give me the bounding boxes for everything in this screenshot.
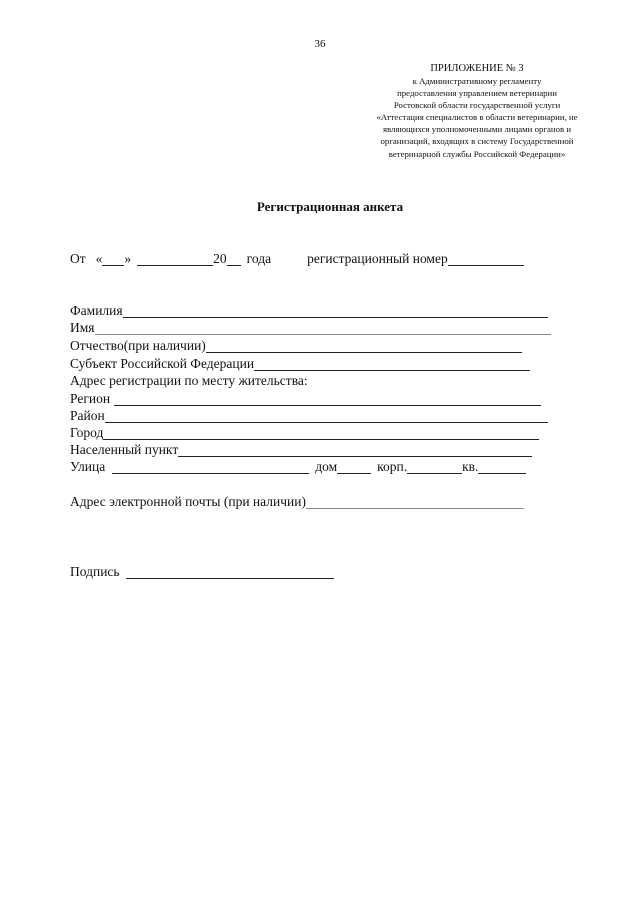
settlement-field[interactable]	[178, 443, 434, 457]
apartment-field[interactable]	[478, 460, 526, 474]
address-header: Адрес регистрации по месту жительства:	[70, 373, 308, 388]
appendix-line: являющихся уполномоченными лицами органов и	[382, 124, 572, 135]
subject-field[interactable]	[254, 357, 530, 371]
form-title: Регистрационная анкета	[256, 199, 404, 214]
name-label: Имя	[70, 320, 95, 335]
street-field[interactable]	[112, 460, 309, 474]
from-label: От	[70, 251, 86, 266]
address-header-row	[70, 371, 308, 388]
appendix-line: предоставления управлением ветеринарии	[397, 88, 557, 99]
page-number: 36	[314, 38, 326, 50]
district-field[interactable]	[105, 409, 548, 423]
appendix-block	[336, 62, 618, 160]
subject-row	[70, 354, 530, 371]
day-field[interactable]	[102, 252, 124, 266]
quote-open: «	[95, 251, 103, 266]
appendix-line: «Аттестация специалистов в области ветеринарии, не	[376, 112, 578, 123]
month-field[interactable]	[137, 252, 213, 266]
region-label: Регион	[70, 391, 111, 406]
house-label: дом	[315, 459, 338, 474]
quote-close: »	[124, 251, 132, 266]
house-field[interactable]	[337, 460, 371, 474]
appendix-line: ветеринарной службы Российской Федерации»	[388, 148, 566, 159]
appendix-line: организаций, входящих в систему Государственной	[380, 136, 574, 147]
city-field[interactable]	[103, 426, 539, 440]
district-label: Район	[70, 408, 105, 423]
year-field[interactable]	[227, 252, 241, 266]
subject-label: Субъект Российской Федерации	[70, 356, 255, 371]
email-field[interactable]	[306, 495, 524, 509]
appendix-line: к Административному регламенту	[412, 76, 542, 86]
region-field[interactable]	[114, 392, 541, 406]
patronymic-row	[70, 336, 522, 353]
building-label: корп.	[377, 459, 408, 474]
surname-label: Фамилия	[70, 303, 123, 318]
surname-field[interactable]	[123, 304, 318, 318]
street-label: Улица	[70, 459, 106, 474]
date-row	[70, 249, 524, 266]
signature-label: Подпись	[70, 564, 120, 579]
email-row	[70, 492, 524, 509]
year-prefix: 20	[213, 251, 227, 266]
email-label: Адрес электронной почты (при наличии)	[70, 494, 306, 509]
surname-row	[70, 301, 548, 318]
name-field[interactable]	[95, 321, 551, 335]
city-label: Город	[70, 425, 104, 440]
street-row	[70, 457, 526, 474]
appendix-title: ПРИЛОЖЕНИЕ № 3	[430, 63, 524, 74]
region-row	[70, 389, 541, 406]
reg-number-label: регистрационный номер	[307, 251, 448, 266]
year-label: года	[246, 251, 272, 266]
settlement-field-extra[interactable]	[434, 443, 532, 457]
patronymic-label: Отчество(при наличии)	[70, 338, 206, 353]
appendix-line: Ростовской области государственной услуги	[393, 100, 561, 111]
apartment-label: кв.	[462, 459, 479, 474]
patronymic-field[interactable]	[206, 339, 522, 353]
surname-field-extra[interactable]	[318, 304, 548, 318]
signature-field[interactable]	[126, 565, 334, 579]
building-field[interactable]	[407, 460, 462, 474]
settlement-row	[70, 440, 532, 457]
district-row	[70, 406, 548, 423]
reg-number-field[interactable]	[448, 252, 524, 266]
city-row	[70, 423, 539, 440]
name-row	[70, 318, 551, 335]
signature-row	[70, 562, 334, 579]
settlement-label: Населенный пункт	[70, 442, 179, 457]
